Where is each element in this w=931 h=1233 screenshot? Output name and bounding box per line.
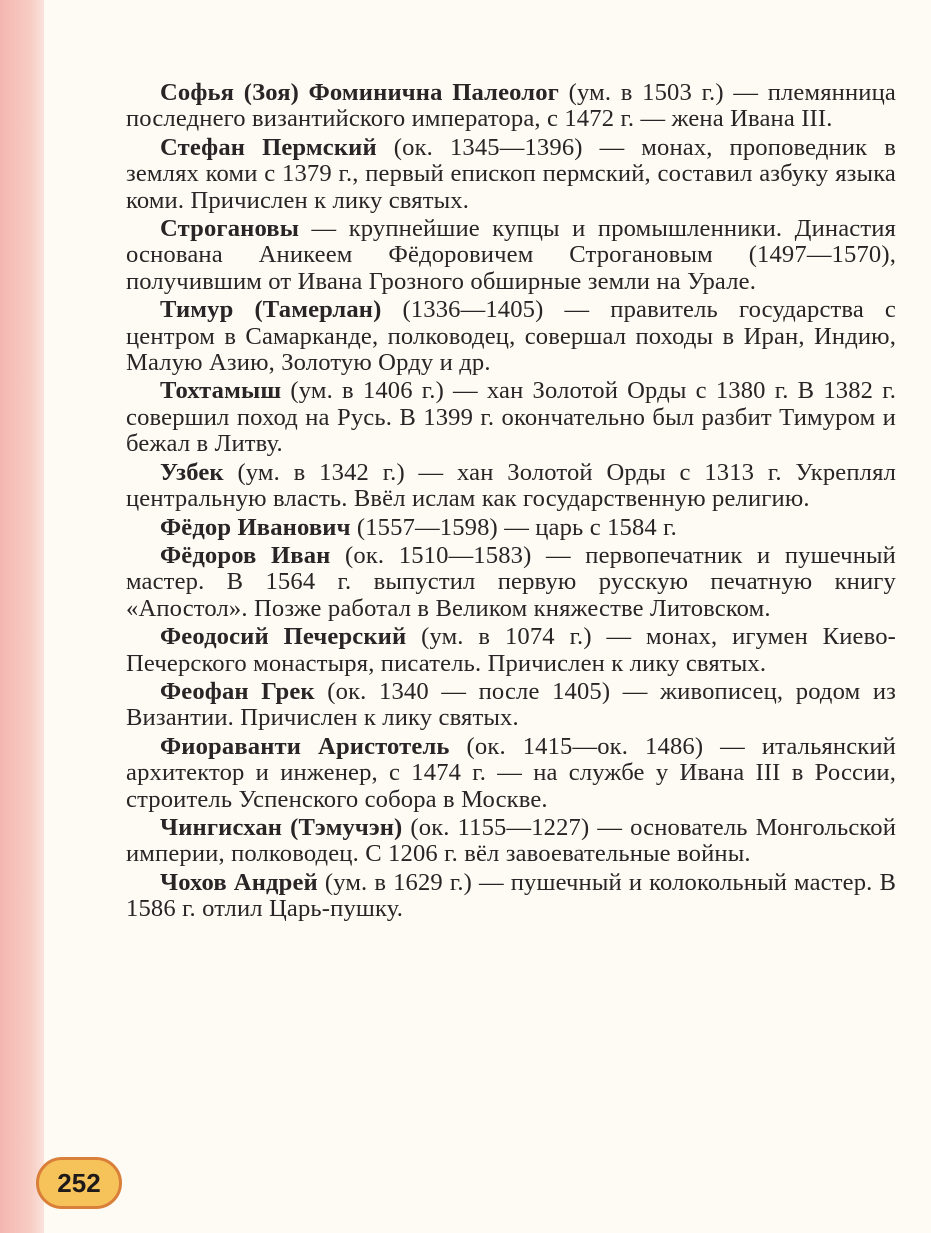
entry-name: Фёдор Иванович bbox=[160, 513, 351, 541]
glossary-entry bbox=[126, 815, 896, 868]
entry-name: Фиораванти Аристотель bbox=[160, 732, 450, 760]
entry-name: Чохов Андрей bbox=[160, 868, 318, 896]
glossary-entry bbox=[126, 870, 896, 923]
entry-text: (ок. 1415—ок. 1486) — итальянский архитектор и инженер, с 1474 г. — на службе у Ивана III в России, строитель Успенского собора в Москве. bbox=[126, 732, 896, 813]
entry-name: Стефан Пермский bbox=[160, 133, 377, 161]
glossary-entry bbox=[126, 80, 896, 133]
glossary-entry bbox=[126, 624, 896, 677]
entry-text: (ум. в 1503 г.) — племянница последнего византийского императора, с 1472 г. — жена Ивана III. bbox=[126, 79, 896, 133]
glossary-entry bbox=[126, 460, 896, 513]
glossary-entry bbox=[126, 734, 896, 813]
entry-text: (ок. 1155—1227) — основатель Монгольской империи, полководец. С 1206 г. вёл завоевательные войны. bbox=[126, 813, 897, 868]
entry-name: Чингисхан (Тэмучэн) bbox=[160, 813, 403, 841]
glossary-entry bbox=[126, 297, 896, 376]
entry-name: Феодосий Печерский bbox=[160, 623, 407, 651]
entry-text: (ок. 1345—1396) — монах, проповедник в землях коми с 1379 г., первый епископ пермский, составил азбуку языка коми. Причислен к лику святых. bbox=[126, 133, 896, 214]
entry-text: (ум. в 1342 г.) — хан Золотой Орды с 1313 г. Укреплял центральную власть. Ввёл ислам как государственную религию. bbox=[126, 458, 896, 513]
page-edge-stripe bbox=[0, 0, 44, 1233]
entry-name: Строгановы bbox=[160, 215, 300, 243]
entry-text: (ок. 1340 — после 1405) — живописец, родом из Византии. Причислен к лику святых. bbox=[126, 677, 897, 732]
glossary-text bbox=[126, 80, 896, 925]
entry-name: Тохтамыш bbox=[160, 377, 282, 405]
entry-text: (ум. в 1629 г.) — пушечный и колокольный мастер. В 1586 г. отлил Царь-пушку. bbox=[126, 868, 896, 923]
glossary-entry bbox=[126, 378, 896, 457]
glossary-entry bbox=[126, 216, 896, 295]
page-number: 252 bbox=[57, 1167, 101, 1198]
entry-text: (1557—1598) — царь с 1584 г. bbox=[350, 513, 677, 541]
entry-name: Феофан Грек bbox=[160, 677, 315, 705]
entry-name: Тимур (Тамерлан) bbox=[160, 296, 382, 324]
glossary-entry bbox=[126, 135, 896, 214]
entry-text: (ок. 1510—1583) — первопечатник и пушечный мастер. В 1564 г. выпустил первую русскую печатную книгу «Апостол». Позже работал в Великом княжестве Литовском. bbox=[126, 541, 896, 622]
page-number-badge bbox=[36, 1157, 122, 1209]
glossary-entry bbox=[126, 543, 896, 622]
glossary-entry bbox=[126, 679, 896, 732]
entry-name: Софья (Зоя) Фоминична Палеолог bbox=[160, 79, 559, 106]
glossary-entry bbox=[126, 515, 896, 541]
entry-text: — крупнейшие купцы и промышленники. Династия основана Аникеем Фёдоровичем Строгановым (1497—1570), получившим от Ивана Грозного обширные земли на Урале. bbox=[126, 215, 896, 295]
entry-name: Фёдоров Иван bbox=[160, 541, 331, 569]
entry-text: (ум. в 1074 г.) — монах, игумен Киево-Печерского монастыря, писатель. Причислен к лику святых. bbox=[126, 623, 896, 677]
entry-name: Узбек bbox=[160, 458, 224, 486]
entry-text: (ум. в 1406 г.) — хан Золотой Орды с 1380 г. В 1382 г. совершил поход на Русь. В 1399 г. окончательно был разбит Тимуром и бежал в Литву. bbox=[126, 377, 896, 458]
entry-text: (1336—1405) — правитель государства с центром в Самарканде, полководец, совершал походы в Иран, Индию, Малую Азию, Золотую Орду и др. bbox=[126, 296, 897, 377]
